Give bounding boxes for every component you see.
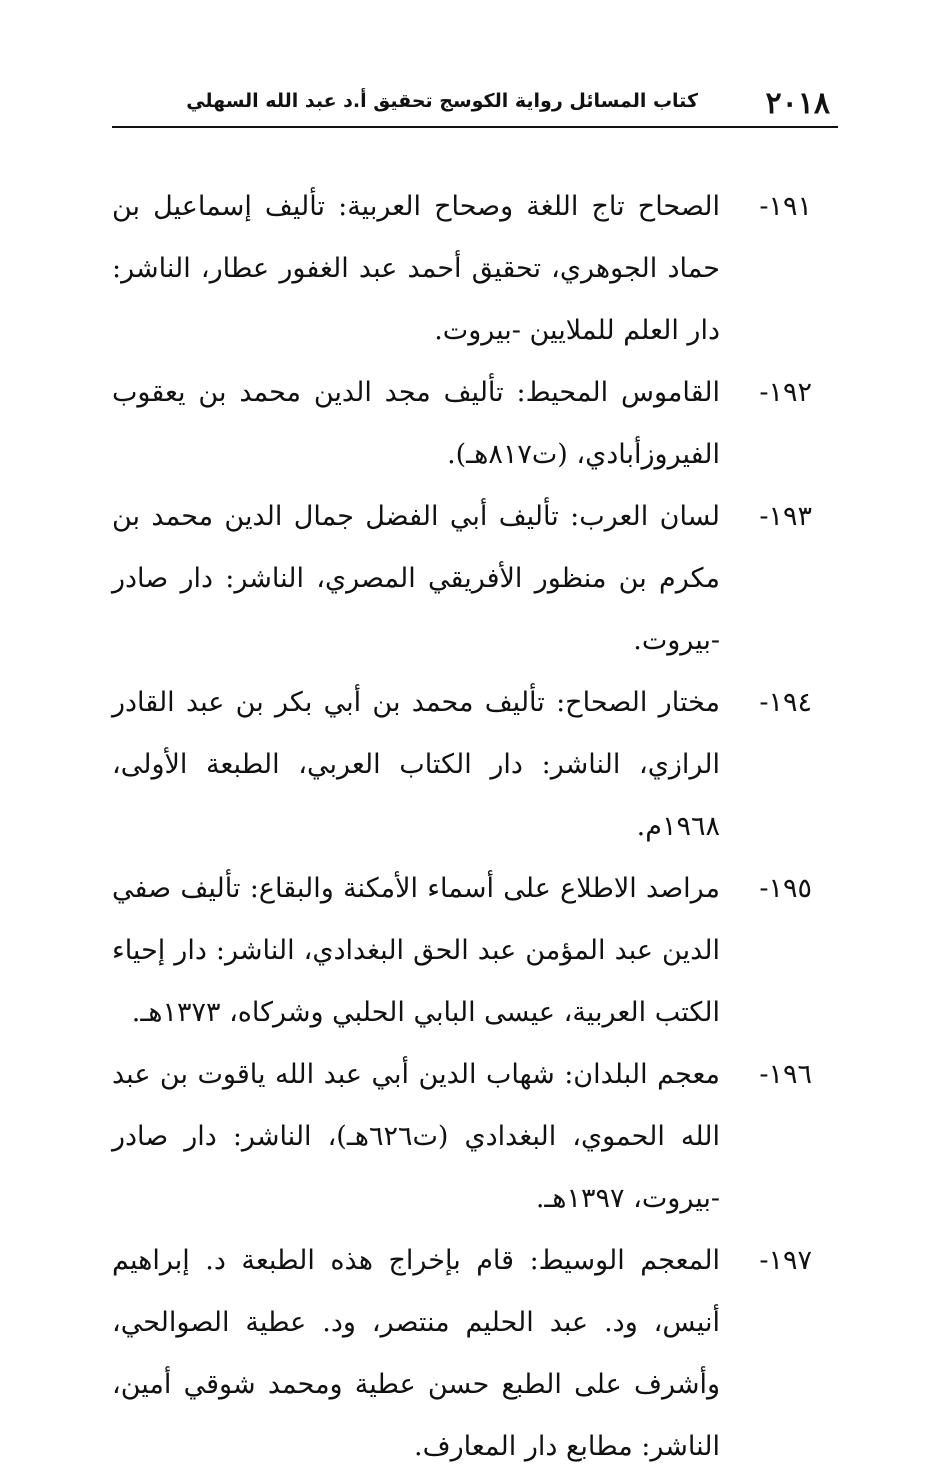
bibliography-entry [112, 362, 812, 486]
entry-text: مراصد الاطلاع على أسماء الأمكنة والبقاع: تأليف صفي الدين عبد المؤمن عبد الحق البغدادي، الناشر: دار إحياء الكتب العربية، عيسى البابي الحلبي وشركاه، ١٣٧٣هـ. [112, 873, 720, 1028]
entry-number: ١٩٢- [759, 377, 812, 408]
entry-text: القاموس المحيط: تأليف مجد الدين محمد بن يعقوب الفيروزأبادي، (ت٨١٧هـ). [112, 377, 720, 470]
entry-text: معجم البلدان: شهاب الدين أبي عبد الله ياقوت بن عبد الله الحموي، البغدادي (ت٦٢٦هـ)، الناشر: دار صادر -بيروت، ١٣٩٧هـ. [112, 1059, 720, 1214]
entry-number: ١٩١- [759, 191, 812, 222]
entry-number: ١٩٤- [759, 687, 812, 718]
entry-number: ١٩٣- [759, 501, 812, 532]
bibliography-entry [112, 176, 812, 362]
bibliography-entry [112, 1044, 812, 1230]
page-header [112, 84, 838, 128]
entry-text: مختار الصحاح: تأليف محمد بن أبي بكر بن عبد القادر الرازي، الناشر: دار الكتاب العربي، الطبعة الأولى، ١٩٦٨م. [112, 687, 720, 842]
bibliography-list [112, 176, 812, 1478]
entry-text: لسان العرب: تأليف أبي الفضل جمال الدين محمد بن مكرم بن منظور الأفريقي المصري، الناشر: دار صادر -بيروت. [112, 501, 720, 656]
running-title: كتاب المسائل رواية الكوسج تحقيق أ.د عبد الله السهلي [186, 90, 698, 112]
entry-number: ١٩٥- [759, 873, 812, 904]
bibliography-entry [112, 1230, 812, 1478]
entry-number: ١٩٧- [759, 1245, 812, 1276]
bibliography-entry [112, 672, 812, 858]
entry-text: المعجم الوسيط: قام بإخراج هذه الطبعة د. إبراهيم أنيس، ود. عبد الحليم منتصر، ود. عطية الصوالحي، وأشرف على الطبع حسن عطية ومحمد شوقي أمين، الناشر: مطابع دار المعارف. [112, 1245, 720, 1462]
entry-text: الصحاح تاج اللغة وصحاح العربية: تأليف إسماعيل بن حماد الجوهري، تحقيق أحمد عبد الغفور عطار، الناشر: دار العلم للملايين -بيروت. [112, 191, 720, 346]
header-rule [112, 126, 838, 128]
entry-number: ١٩٦- [759, 1059, 812, 1090]
page-number: ٢٠١٨ [765, 86, 830, 121]
bibliography-entry [112, 486, 812, 672]
bibliography-entry [112, 858, 812, 1044]
